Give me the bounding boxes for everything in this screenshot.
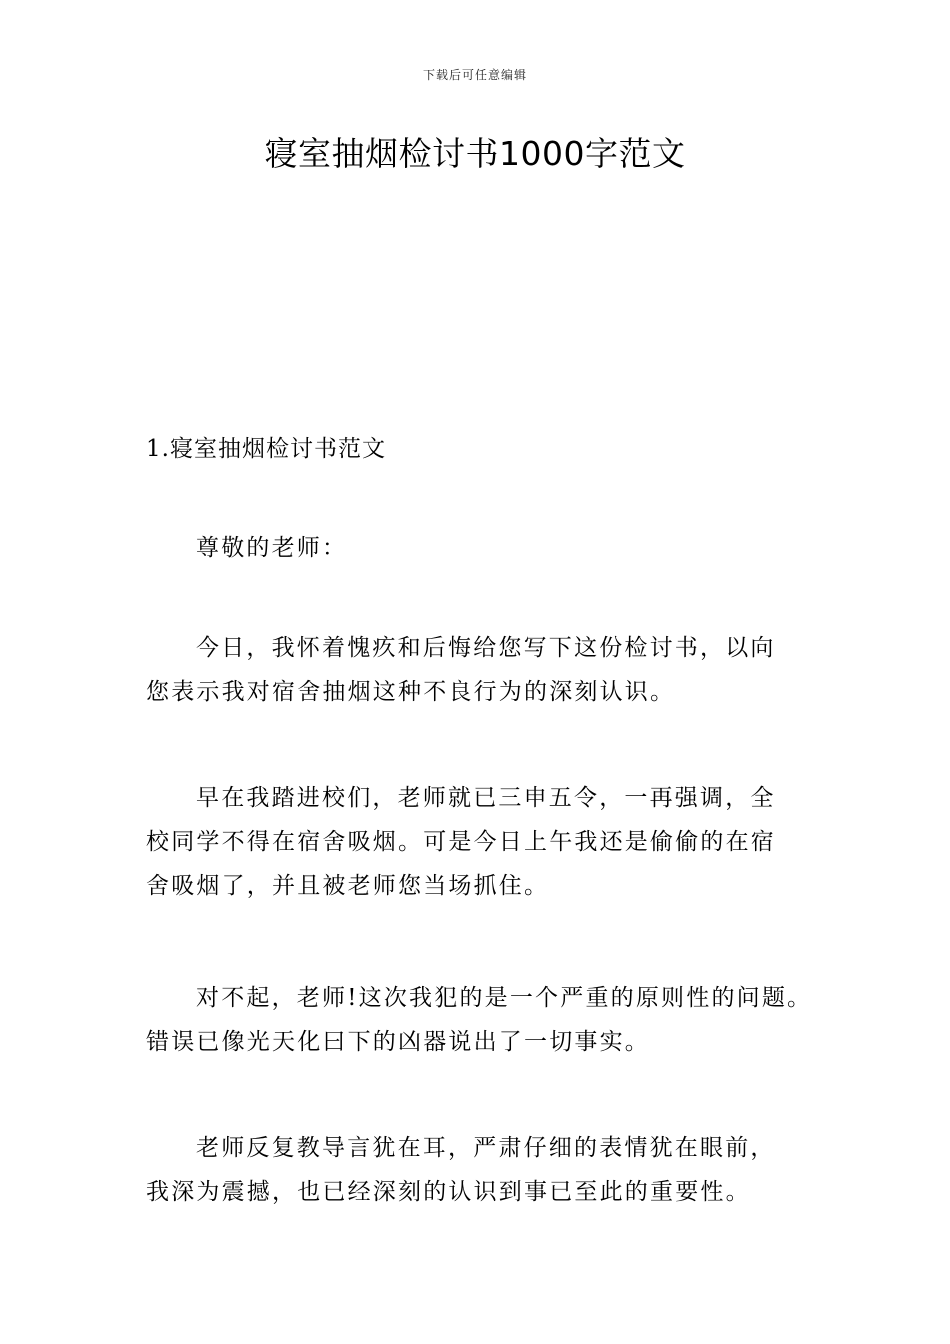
document-title: 寝室抽烟检讨书1000字范文: [264, 134, 686, 173]
paragraph: [146, 976, 846, 1064]
paragraph-line: 老师反复教导言犹在耳，严肃仔细的表情犹在眼前，: [196, 1135, 776, 1161]
paragraph: [146, 626, 846, 714]
paragraph-line: 舍吸烟了，并且被老师您当场抓住。: [146, 873, 550, 899]
header-note: 下载后可任意编辑: [422, 68, 527, 82]
paragraph-line: 对不起，老师!这次我犯的是一个严重的原则性的问题。: [196, 985, 813, 1011]
section-heading: 1.寝室抽烟检讨书范文: [146, 436, 386, 462]
paragraph-line: 我深为震撼，也已经深刻的认识到事已至此的重要性。: [146, 1179, 751, 1205]
paragraph-line: 今日，我怀着愧疚和后悔给您写下这份检讨书，以向: [196, 635, 776, 661]
paragraph-salutation: [146, 526, 846, 570]
paragraph: [146, 776, 846, 908]
paragraph: [146, 1126, 846, 1214]
paragraph-line: 您表示我对宿舍抽烟这种不良行为的深刻认识。: [146, 679, 676, 705]
paragraph-line: 错误已像光天化曰下的凶器说出了一切事实。: [146, 1029, 650, 1055]
paragraph-line: 校同学不得在宿舍吸烟。可是今日上午我还是偷偷的在宿: [146, 829, 776, 855]
paragraph-line: 尊敬的老师：: [196, 535, 348, 561]
paragraph-line: 早在我踏进校们，老师就已三申五令，一再强调，全: [196, 785, 776, 811]
